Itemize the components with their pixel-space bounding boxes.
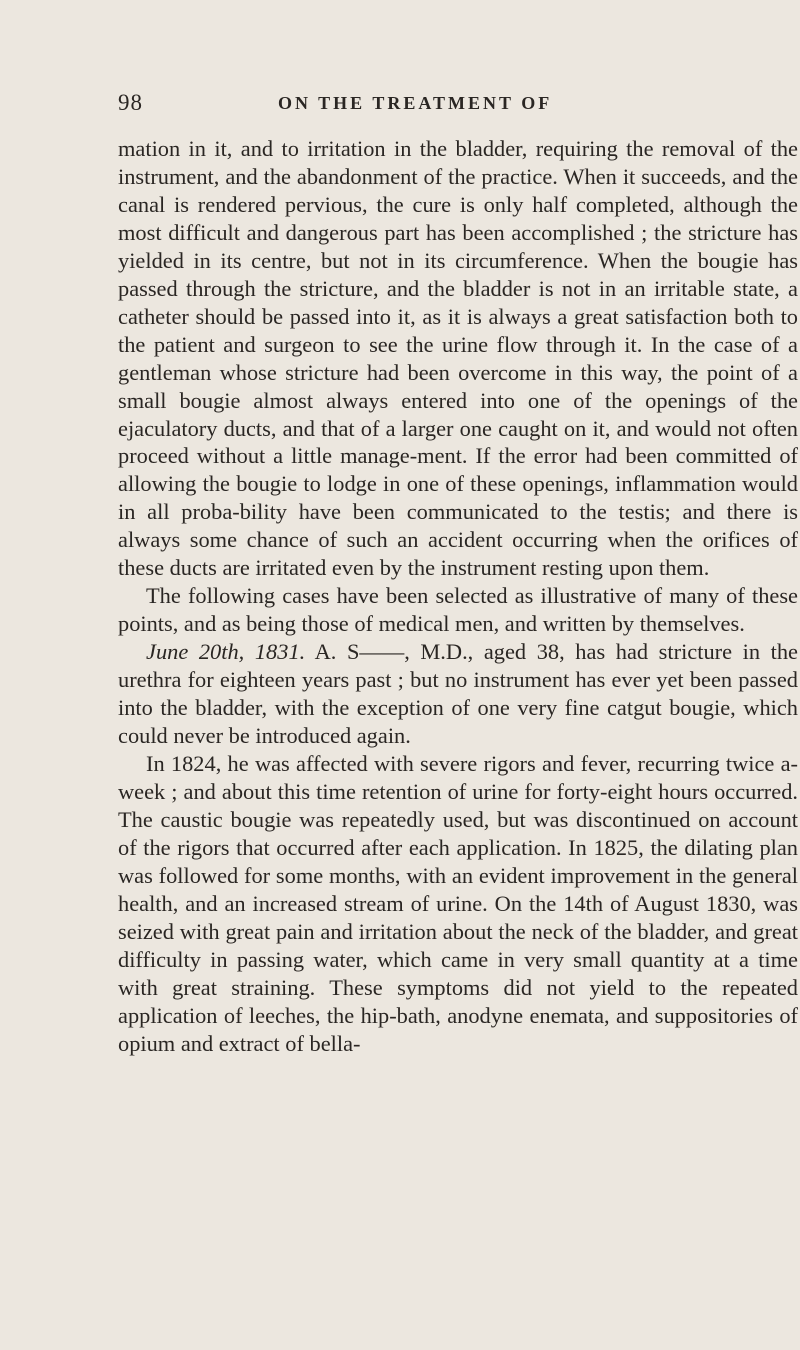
paragraph: The following cases have been selected as illustrative of many of these points, and as being those of medical men, and written by themselves. <box>118 583 798 637</box>
case-date: June 20th, 1831. <box>146 639 306 665</box>
running-title: ON THE TREATMENT OF <box>278 93 553 113</box>
paragraph: mation in it, and to irritation in the bladder, requiring the removal of the instrument, and the abandonment of the practice. When it succeeds, and the canal is rendered pervious, the cure is only half completed, although the most difficult and dangerous part has been accomplished ; the stricture has yielded in its centre, but not in its circumference. When the bougie has passed through the stricture, and the bladder is not in an irritable state, a catheter should be passed into it, as it is always a great satisfaction both to the patient and surgeon to see the urine flow through it. In the case of a gentleman whose stricture had been overcome in this way, the point of a small bougie almost always entered into one of the openings of the ejaculatory ducts, and that of a larger one caught on it, and would not often proceed without a little manage-ment. If the error had been committed of allowing the bougie to lodge in one of these openings, inflammation would in all proba-bility have been communicated to the testis; and there is always some chance of such an accident occurring when the orifices of these ducts are irritated even by the instrument resting upon them. <box>118 136 798 581</box>
page-number: 98 <box>118 90 143 115</box>
running-head <box>118 90 798 120</box>
case-paragraph <box>118 638 798 750</box>
case-text: A. S——, M.D., aged 38, has had stricture in the urethra for eighteen years past ; but no instrument has ever yet been passed into the bladder, with the exception of one very fine catgut bougie, which could never be introduced again. <box>118 639 798 749</box>
paragraph: In 1824, he was affected with severe rigors and fever, recurring twice a-week ; and about this time retention of urine for forty-eight hours occurred. The caustic bougie was repeatedly used, but was discontinued on account of the rigors that occurred after each application. In 1825, the dilating plan was followed for some months, with an evident improvement in the general health, and an increased stream of urine. On the 14th of August 1830, was seized with great pain and irritation about the neck of the bladder, and great difficulty in passing water, which came in very small quantity at a time with great straining. These symptoms did not yield to the repeated application of leeches, the hip-bath, anodyne enemata, and suppositories of opium and extract of bella- <box>118 750 798 1056</box>
body-text <box>118 135 798 1057</box>
